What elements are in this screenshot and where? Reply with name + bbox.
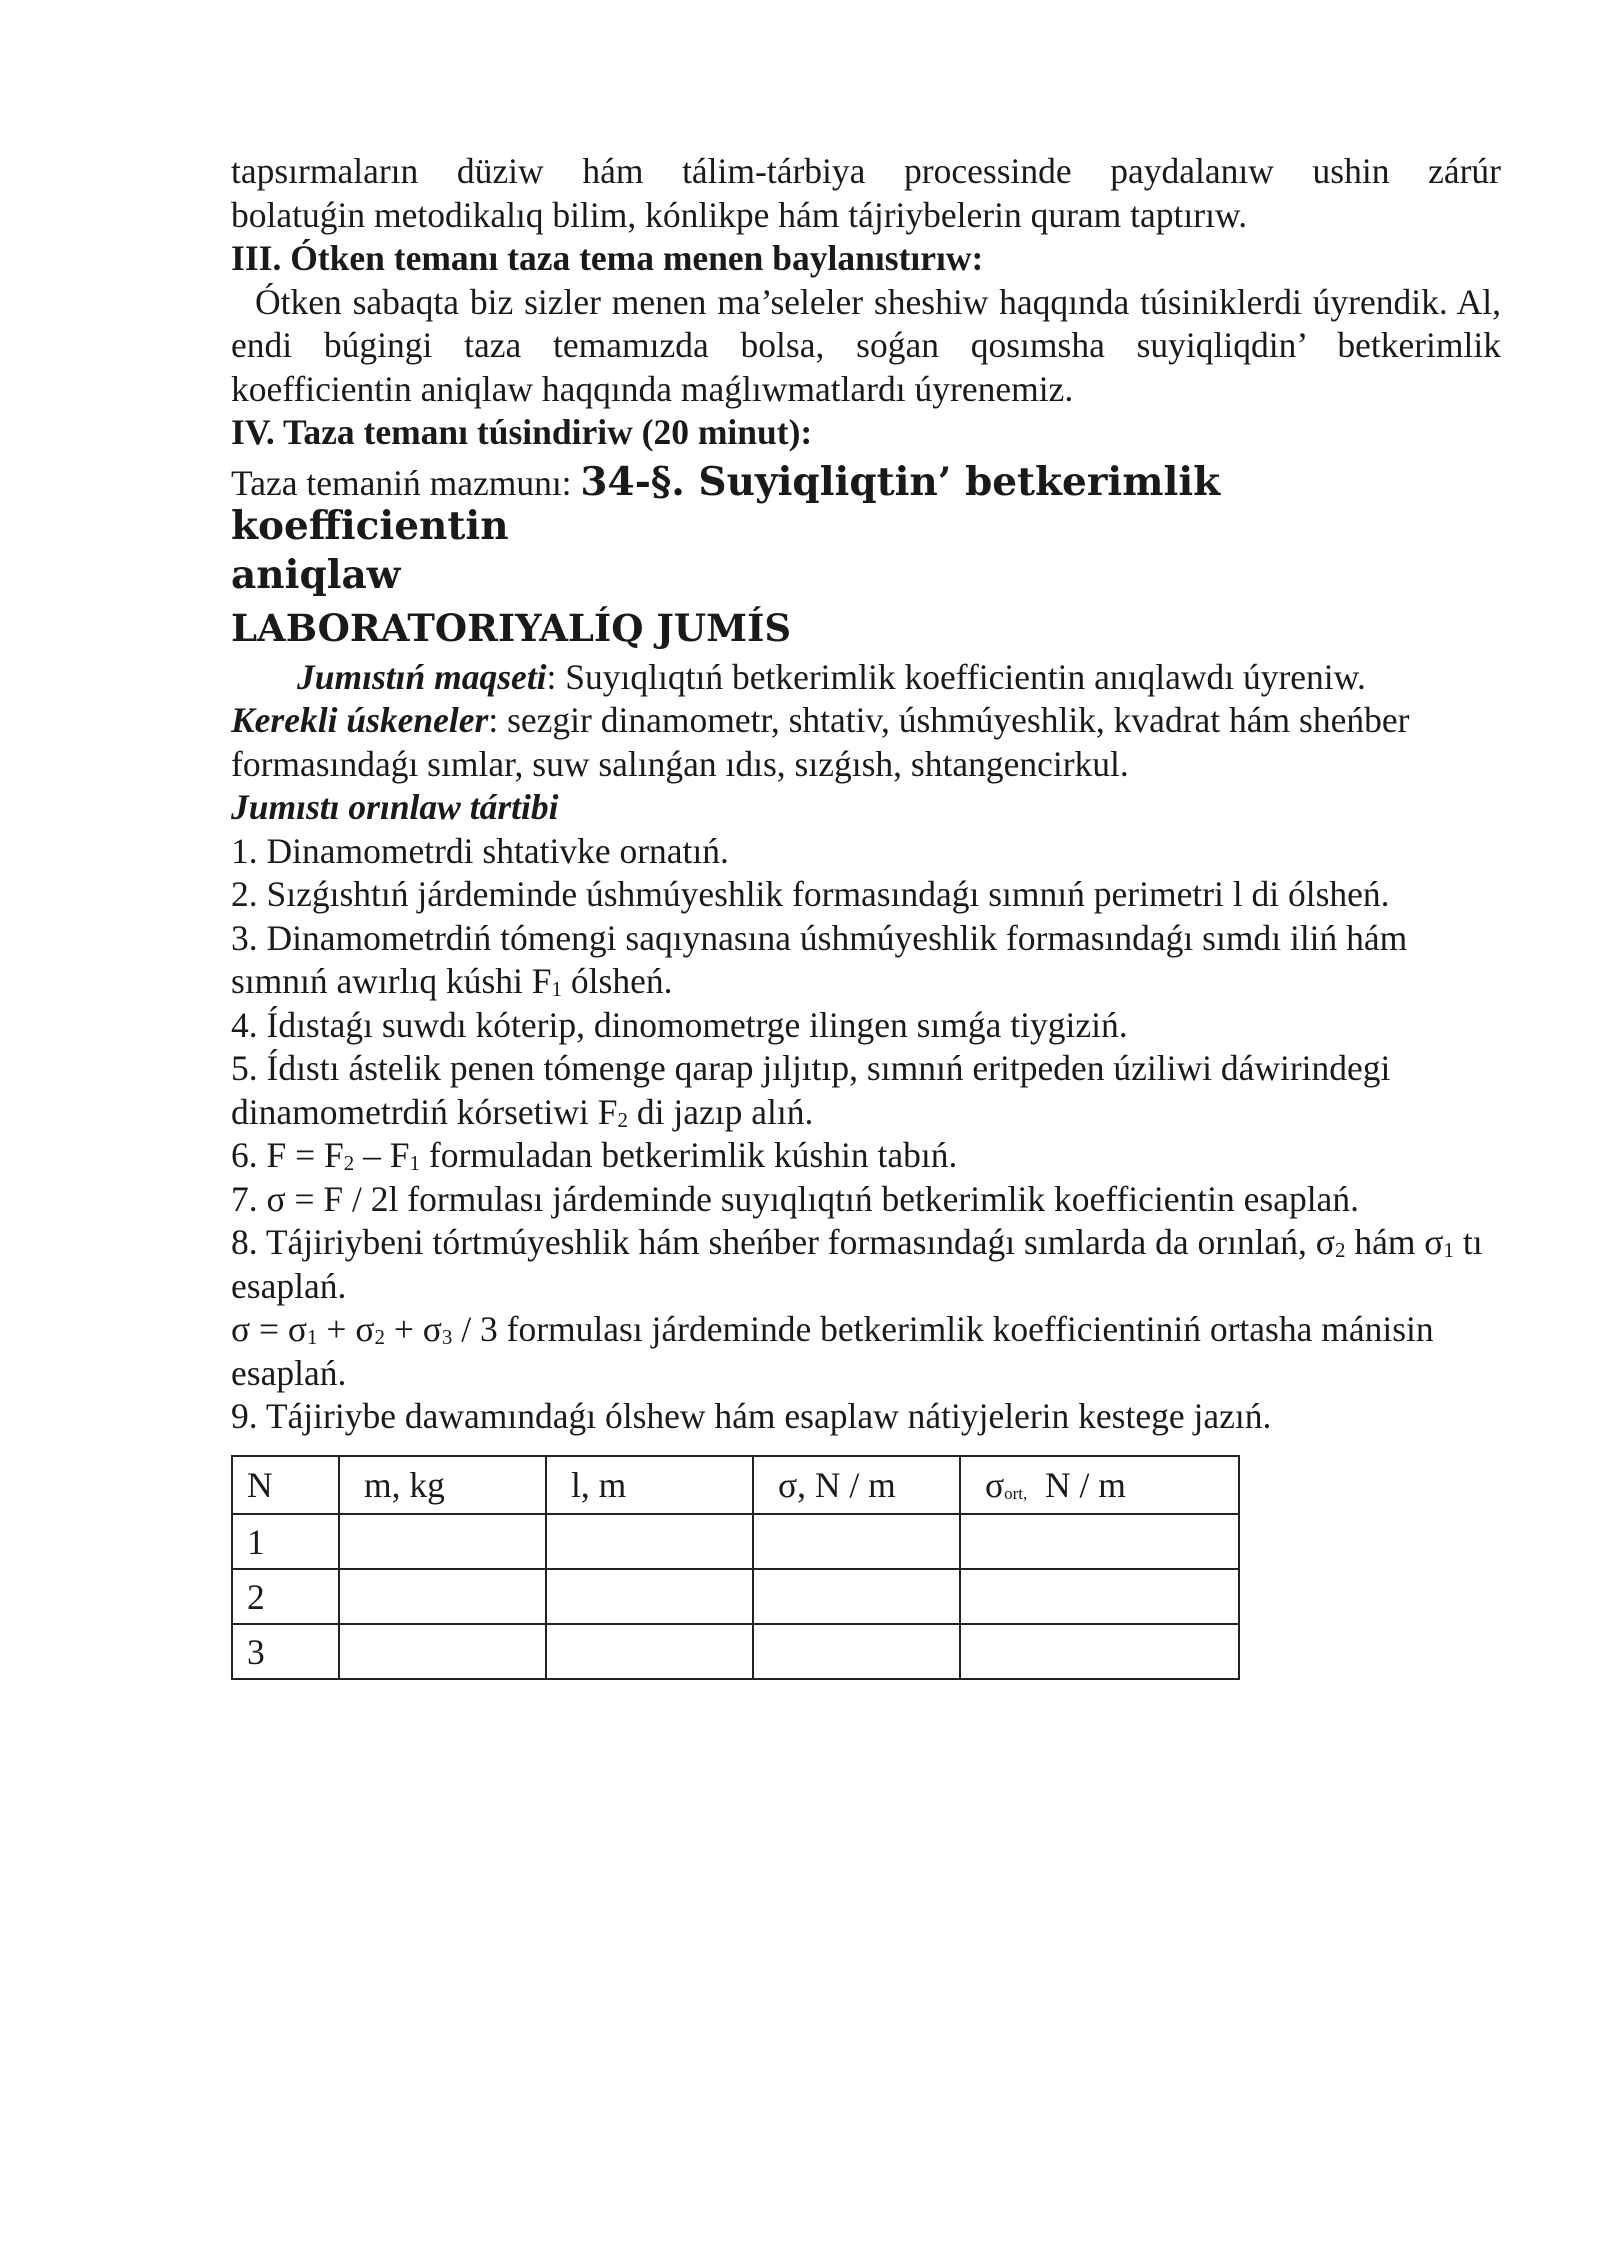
lab-goal <box>231 656 1501 700</box>
equipment-text: : sezgir dinamometr, shtativ, úshmúyeshlik, kvadrat hám sheńber formasındaǵı sımlar, suw salınǵan ıdıs, sızǵısh, shtangencirkul. <box>231 700 1410 784</box>
header-n: N <box>232 1456 339 1514</box>
step-5 <box>231 1047 1501 1134</box>
section-3-heading: III. Ótken temanı taza tema menen baylanıstırıw: <box>231 238 984 278</box>
step-8-text-end: tı esaplań. <box>231 1222 1483 1306</box>
subscript: 1 <box>409 1151 421 1175</box>
step-8-text-mid: hám σ <box>1345 1222 1444 1262</box>
intro-line-2: bolatuǵin metodikalıq bilim, kónlikpe hám tájriybelerin quram taptırıw. <box>231 194 1248 235</box>
lab-equipment <box>231 699 1501 786</box>
subscript: 2 <box>343 1151 355 1175</box>
section-4-heading: IV. Taza temanı túsindiriw (20 minut): <box>231 412 813 452</box>
table-header-row <box>232 1456 1239 1514</box>
cell-n: 3 <box>232 1624 339 1679</box>
step-3-text: 3. Dinamometrdiń tómengi saqıynasına úshmúyeshlik formasındaǵı sımdı iliń hám sımnıń awırlıq kúshi F <box>231 917 1408 1001</box>
sigma-ort-unit: N / m <box>1027 1465 1126 1505</box>
step-1: 1. Dinamometrdi shtativke ornatıń. <box>231 830 729 871</box>
equipment-label: Kerekli úskeneler <box>231 700 489 740</box>
lab-title: LABORATORIYALÍQ JUMÍS <box>231 605 792 650</box>
table-row <box>232 1514 1239 1569</box>
subscript: 2 <box>617 1107 629 1132</box>
step-7: 7. σ = F / 2l formulası járdeminde suyıqlıqtıń betkerimlik koefficientin esaplań. <box>231 1178 1359 1219</box>
intro-line-1: tapsırmaların düziw hám tálim-tárbiya processinde paydalanıw ushin zárúr <box>231 151 1501 191</box>
table-row <box>232 1569 1239 1624</box>
topic-title-continued: aniqlaw <box>231 551 401 598</box>
subscript: 1 <box>1443 1238 1454 1262</box>
header-mass: m, kg <box>339 1456 546 1514</box>
subscript: 3 <box>441 1325 453 1349</box>
topic-line <box>231 458 1501 550</box>
cell-length <box>546 1569 753 1624</box>
cell-sigma <box>753 1569 960 1624</box>
document-page <box>231 150 1501 1439</box>
cell-n: 2 <box>232 1569 339 1624</box>
results-table <box>231 1455 1240 1680</box>
cell-length <box>546 1624 753 1679</box>
table-row <box>232 1624 1239 1679</box>
formula-part: + σ <box>317 1309 375 1349</box>
subscript: 1 <box>551 977 563 1001</box>
cell-sigma-ort <box>960 1569 1239 1624</box>
step-6-text: 6. F = F <box>231 1135 344 1175</box>
step-2: 2. Sızǵıshtıń járdeminde úshmúyeshlik formasındaǵı sımnıń perimetri l di ólsheń. <box>231 874 1390 914</box>
subscript: 2 <box>1334 1238 1346 1262</box>
step-6-text-mid: – F <box>354 1135 410 1175</box>
subscript: 1 <box>307 1325 318 1349</box>
procedure-heading: Jumıstı orınlaw tártibi <box>231 787 559 827</box>
step-3-text-end: ólsheń. <box>562 961 673 1001</box>
topic-label: Taza temaniń mazmunı: <box>231 462 581 503</box>
step-6-text-end: formuladan betkerimlik kúshin tabıń. <box>420 1135 958 1175</box>
step-5-text-end: di jazıp alıń. <box>628 1091 814 1132</box>
sigma-symbol: σ <box>985 1465 1005 1505</box>
formula-text: / 3 formulası járdeminde betkerimlik koefficientiniń ortasha mánisin esaplań. <box>231 1309 1434 1393</box>
formula-part: + σ <box>384 1309 442 1349</box>
goal-label: Jumıstıń maqseti <box>297 656 547 697</box>
cell-sigma-ort <box>960 1624 1239 1679</box>
cell-sigma <box>753 1514 960 1569</box>
subscript: 2 <box>374 1325 385 1349</box>
header-sigma-ort <box>960 1456 1239 1514</box>
step-8-text: 8. Tájiriybeni tórtmúyeshlik hám sheńber formasındaǵı sımlarda da orınlań, σ <box>231 1222 1335 1262</box>
average-formula <box>231 1308 1501 1395</box>
cell-length <box>546 1514 753 1569</box>
topic-title: 34-§. Suyiqliqtin’ betkerimlik koefficientin <box>231 458 1221 549</box>
step-8 <box>231 1221 1501 1308</box>
step-3 <box>231 917 1501 1004</box>
step-4: 4. Ídıstaǵı suwdı kóterip, dinomometrge ilingen sımǵa tiygiziń. <box>231 1004 1128 1045</box>
cell-mass <box>339 1624 546 1679</box>
step-9: 9. Tájiriybe dawamındaǵı ólshew hám esaplaw nátiyjelerin kestege jazıń. <box>231 1396 1272 1436</box>
step-5-text: 5. Ídıstı ástelik penen tómenge qarap jıljıtıp, sımnıń eritpeden úziliwi dáwirindegi dinamometrdiń kórsetiwi F <box>231 1048 1391 1132</box>
cell-mass <box>339 1569 546 1624</box>
goal-text: : Suyıqlıqtıń betkerimlik koefficientin anıqlawdı úyreniw. <box>546 656 1366 697</box>
cell-sigma-ort <box>960 1514 1239 1569</box>
cell-n: 1 <box>232 1514 339 1569</box>
step-6 <box>231 1134 1501 1178</box>
header-length: l, m <box>546 1456 753 1514</box>
formula-part: σ = σ <box>231 1309 308 1349</box>
cell-mass <box>339 1514 546 1569</box>
sigma-ort-subscript: ort, <box>1004 1484 1028 1503</box>
header-sigma: σ, N / m <box>753 1456 960 1514</box>
cell-sigma <box>753 1624 960 1679</box>
section-3-text: Ótken sabaqta biz sizler menen ma’seleler sheshiw haqqında túsiniklerdi úyrendik. Al, endi búgingi taza temamızda bolsa, soǵan qosımsha suyiqliqdin’ betkerimlik koefficientin aniqlaw haqqında maǵlıwmatlardı úyrenemiz. <box>231 281 1501 409</box>
